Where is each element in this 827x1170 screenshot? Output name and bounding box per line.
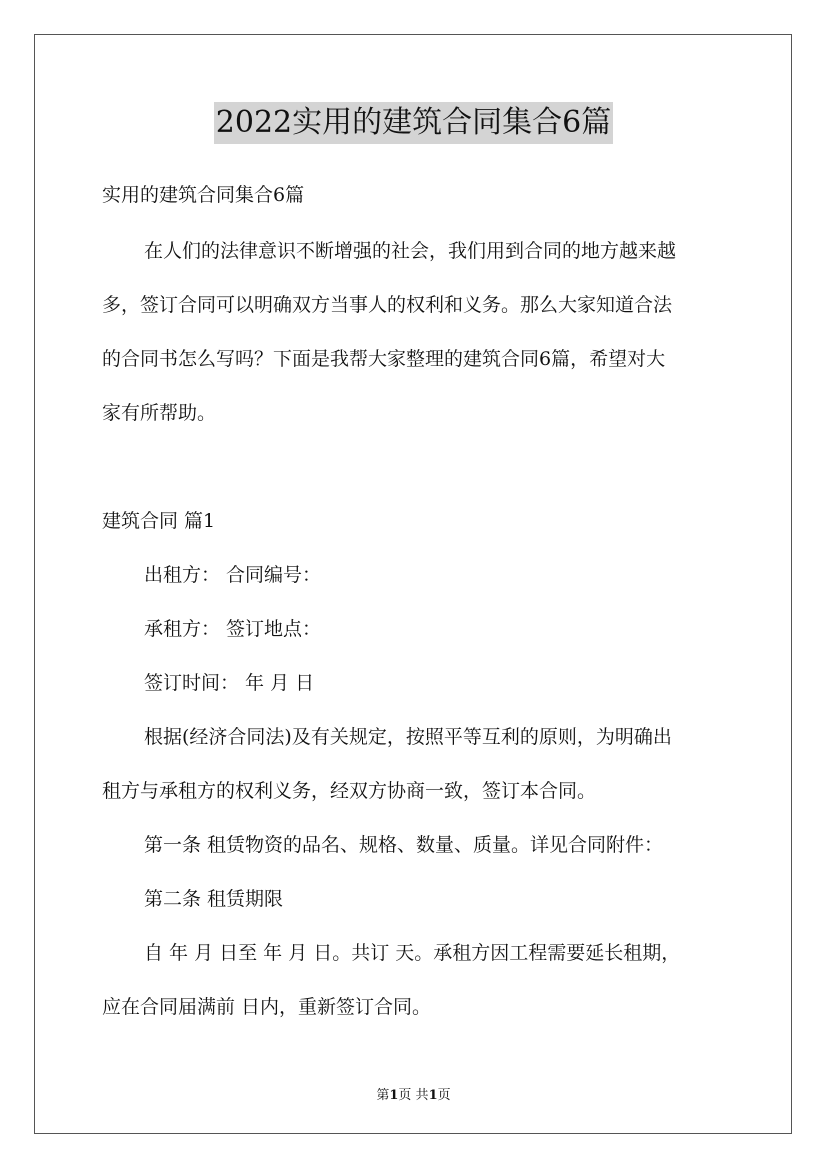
article-2-heading: 第二条 租赁期限 — [144, 888, 284, 910]
intro-line-3: 的合同书怎么写吗？下面是我帮大家整理的建筑合同6篇，希望对大 — [102, 348, 666, 370]
section-heading: 建筑合同 篇1 — [102, 510, 216, 532]
field-lessee: 承租方： 签订地点： — [144, 618, 322, 640]
document-subtitle: 实用的建筑合同集合6篇 — [102, 184, 305, 206]
intro-line-4: 家有所帮助。 — [102, 402, 217, 424]
article-2-line-1: 自 年 月 日至 年 月 日。共订 天。承租方因工程需要延长租期， — [144, 942, 681, 964]
document-title-wrap — [0, 102, 827, 144]
document-title: 2022实用的建筑合同集合6篇 — [214, 102, 613, 144]
article-2-line-2: 应在合同届满前 日内，重新签订合同。 — [102, 996, 432, 1018]
footer-suffix: 页 — [437, 1088, 451, 1103]
intro-line-1: 在人们的法律意识不断增强的社会，我们用到合同的地方越来越 — [144, 240, 677, 262]
field-lessor: 出租方： 合同编号： — [144, 564, 322, 586]
clause-intro-line-1: 根据(经济合同法)及有关规定，按照平等互利的原则，为明确出 — [144, 726, 672, 748]
footer-page-total: 1 — [428, 1088, 438, 1103]
footer-mid: 页 共 — [398, 1088, 429, 1103]
footer-prefix: 第 — [376, 1088, 390, 1103]
footer-page-number: 1 — [389, 1088, 399, 1103]
article-1: 第一条 租赁物资的品名、规格、数量、质量。详见合同附件： — [144, 834, 664, 856]
clause-intro-line-2: 租方与承租方的权利义务，经双方协商一致，签订本合同。 — [102, 780, 597, 802]
page-footer — [0, 1084, 827, 1103]
field-signing-time: 签订时间： 年 月 日 — [144, 672, 315, 694]
intro-line-2: 多，签订合同可以明确双方当事人的权利和义务。那么大家知道合法 — [102, 294, 673, 316]
